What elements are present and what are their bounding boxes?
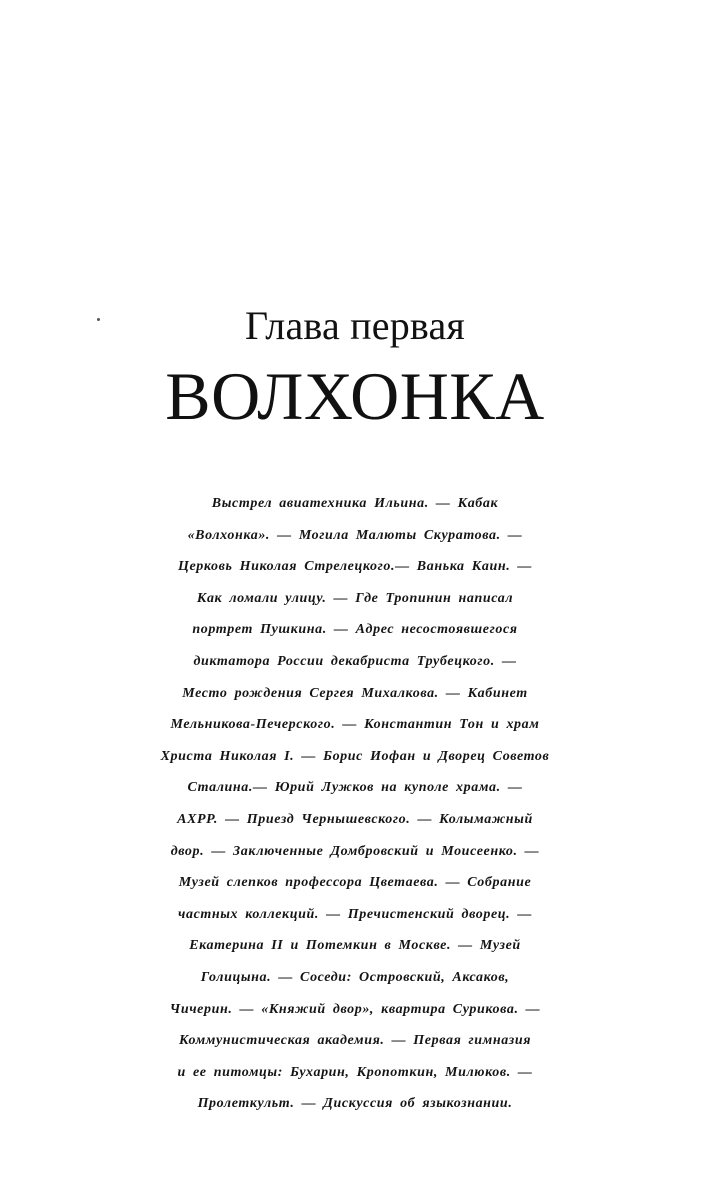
summary-line: диктатора России декабриста Трубецкого. — [193, 653, 517, 669]
summary-line: Коммунистическая академия. — Первая гимназия [178, 1033, 532, 1049]
summary-line: частных коллекций. — Пречистенский дворец. — [178, 906, 532, 922]
chapter-title-heading: ВОЛХОНКА [165, 358, 545, 434]
summary-line: Чичерин. — «Княжий двор», квартира Сурикова. — [169, 1001, 541, 1017]
summary-line: Выстрел авиатехника Ильина. — Кабак [211, 496, 499, 511]
summary-line: Церковь Николая Стрелецкого.— Ванька Каин. — [177, 559, 533, 575]
summary-line: портрет Пушкина. — Адрес несостоявшегося [192, 622, 518, 638]
summary-line: Место рождения Сергея Михалкова. — Кабинет [182, 685, 528, 701]
summary-line: Сталина.— Юрий Лужков на куполе храма. — [187, 780, 523, 796]
summary-line: «Волхонка». — Могила Малюты Скуратова. — [187, 527, 523, 543]
summary-line: Христа Николая I. — Борис Иофан и Дворец Советов [160, 748, 550, 764]
chapter-number-heading: Глава первая [244, 303, 466, 348]
summary-line: АХРР. — Приезд Чернышевского. — Колымажный [177, 811, 533, 827]
summary-line: Музей слепков профессора Цветаева. — Собрание [178, 875, 532, 891]
summary-line: Голицына. — Соседи: Островский, Аксаков, [200, 969, 510, 985]
summary-line: Екатерина II и Потемкин в Москве. — Музей [189, 938, 521, 954]
chapter-summary [0, 488, 710, 1120]
summary-line: двор. — Заключенные Домбровский и Моисеенко. — [170, 843, 540, 859]
summary-line: Как ломали улицу. — Где Тропинин написал [196, 590, 514, 606]
summary-line: Пролеткульт. — Дискуссия об языкознании. [197, 1096, 513, 1112]
summary-line: и ее питомцы: Бухарин, Кропоткин, Милюков. — [177, 1064, 533, 1080]
summary-line: Мельникова-Печерского. — Константин Тон и храм [170, 717, 540, 733]
